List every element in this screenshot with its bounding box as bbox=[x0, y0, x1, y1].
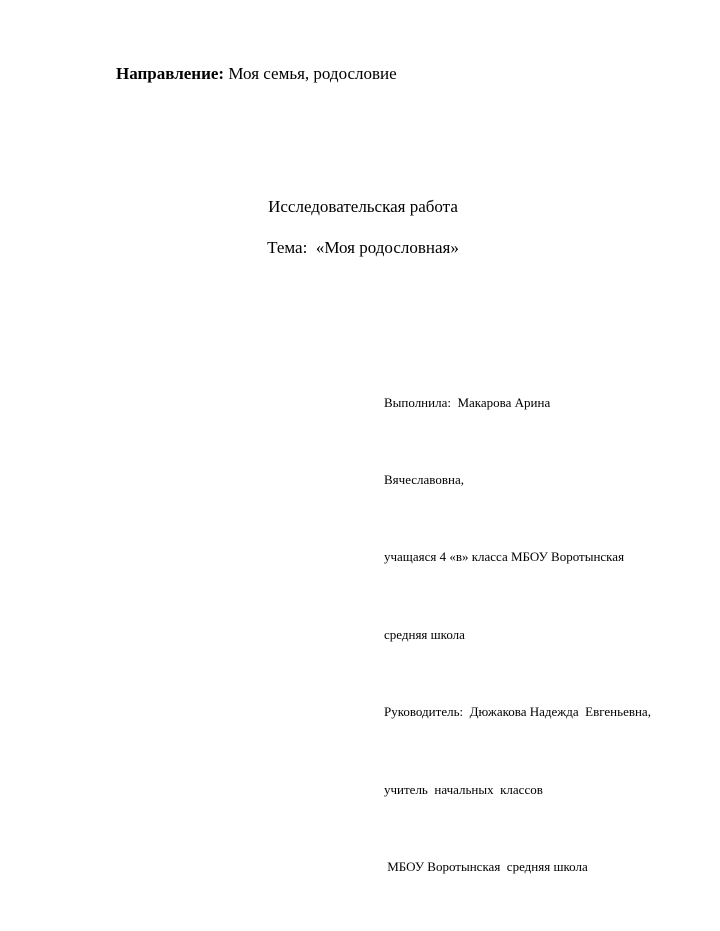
supervisor-line: учитель начальных классов bbox=[384, 781, 543, 797]
direction-label: Направление: bbox=[116, 64, 225, 83]
author-line: Вячеславовна, bbox=[384, 471, 464, 487]
work-type-heading: Исследовательская работа bbox=[268, 197, 458, 216]
author-line: средняя школа bbox=[384, 626, 465, 642]
topic-heading: Тема: «Моя родословная» bbox=[267, 238, 459, 257]
supervisor-line: Руководитель: Дюжакова Надежда Евгеньевна, bbox=[384, 704, 651, 720]
direction-value: Моя семья, родословие bbox=[228, 64, 397, 83]
author-line: учащаяся 4 «в» класса МБОУ Воротынская bbox=[384, 549, 625, 565]
author-info bbox=[384, 338, 651, 931]
supervisor-line: МБОУ Воротынская средняя школа bbox=[384, 858, 588, 874]
author-line: Выполнила: Макарова Арина bbox=[384, 394, 551, 410]
direction-line bbox=[116, 64, 397, 84]
